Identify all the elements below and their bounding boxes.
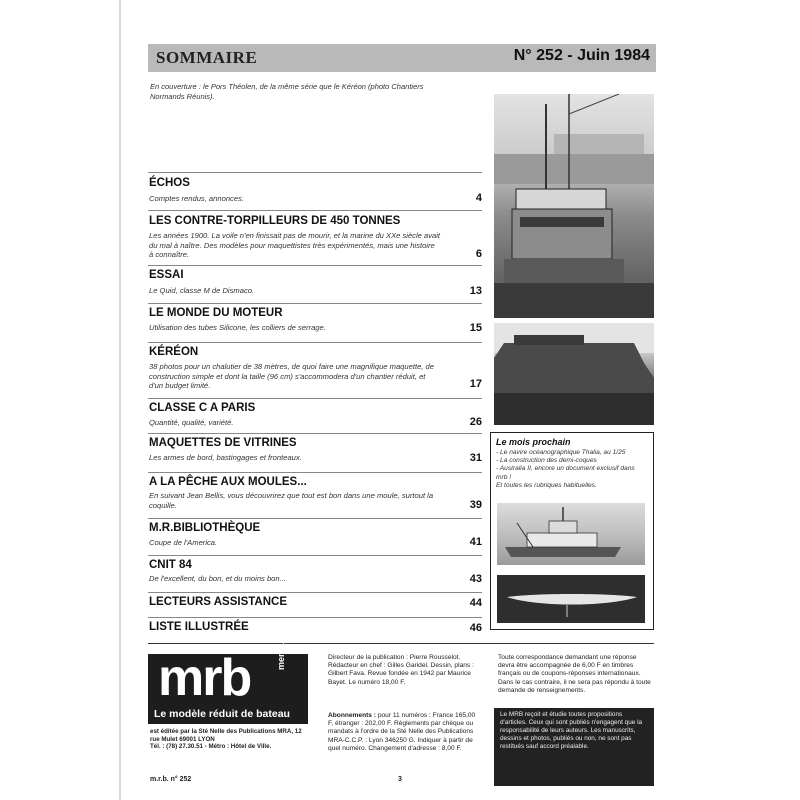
toc-page-number: 39 (469, 499, 482, 511)
toc-title: KÉRÉON (149, 346, 199, 358)
toc-page-number: 26 (469, 416, 482, 428)
divider (148, 555, 482, 556)
toc-description: En suivant Jean Bellis, vous découvrirez que tout est bon dans une moule, surtout la coquille. (149, 491, 434, 510)
toc-description: De l'excellent, du bon, et du moins bon... (149, 574, 286, 583)
divider (148, 398, 482, 399)
divider (148, 592, 482, 593)
ship-silhouette-icon (494, 94, 654, 318)
toc-title: M.R.BIBLIOTHÈQUE (149, 522, 261, 534)
half-hull-photo (497, 575, 645, 623)
footer-issue: m.r.b. n° 252 (150, 776, 192, 783)
page-number: 3 (398, 776, 402, 783)
toc-description: Les années 1900. La voile n'en finissait pas de mourir, et la marine du XXe siècle avait du mal à naître. Des modèles pour maquettistes très expérimentés, mais une histoire à connaître. (149, 231, 441, 260)
toc-title: LES CONTRE-TORPILLEURS DE 450 TONNES (149, 215, 401, 227)
header-bar (148, 44, 656, 72)
divider (148, 472, 482, 473)
correspondence-notice: Toute correspondance demandant une réponse devra être accompagnée de 6,00 F en timbres français ou de coupons-réponses internationaux. Dans le cas contraire, il ne sera pas répondu à toute demande de renseignements. (498, 654, 651, 694)
divider (148, 172, 482, 173)
credits: Directeur de la publication : Pierre Rousselot. Rédacteur en chef : Gilles Garidel. Dessin, plans : Gilbert Fava. Revue fondée en 1942 par Maurice Bayet. Le numéro 18,00 F. (328, 654, 474, 686)
divider (148, 643, 654, 644)
logo-subtitle: Le modèle réduit de bateau (154, 708, 290, 720)
toc-page-number: 6 (475, 248, 482, 260)
toc-page-number: 46 (469, 622, 482, 634)
divider (148, 303, 482, 304)
toc-title: MAQUETTES DE VITRINES (149, 437, 297, 449)
subscriptions (328, 712, 478, 753)
issue-number: N° 252 - Juin 1984 (513, 47, 650, 64)
divider (148, 433, 482, 434)
subscriptions-label: Abonnements : (328, 712, 376, 719)
submissions-notice-box (494, 708, 654, 786)
toc-title: LE MONDE DU MOTEUR (149, 307, 283, 319)
boat-icon (497, 503, 645, 565)
binding-edge (119, 0, 121, 800)
mrb-logo (148, 633, 308, 724)
divider (148, 617, 482, 618)
divider (148, 210, 482, 211)
toc-description: Utilisation des tubes Silicone, les colliers de serrage. (149, 323, 326, 332)
toc-page-number: 31 (469, 452, 482, 464)
toc-title: A LA PÊCHE AUX MOULES... (149, 476, 307, 488)
toc-description: Comptes rendus, annonces. (149, 194, 244, 203)
toc-page-number: 43 (469, 573, 482, 585)
page-title: SOMMAIRE (156, 48, 258, 67)
toc-page-number: 4 (475, 192, 482, 204)
toc-page-number: 15 (469, 322, 482, 334)
toc-title: LECTEURS ASSISTANCE (149, 596, 288, 608)
model-ship-photo (494, 323, 654, 425)
galleon-silhouette-icon (494, 323, 654, 425)
toc-title: CLASSE C A PARIS (149, 402, 256, 414)
toc-page-number: 44 (469, 597, 482, 609)
divider (148, 265, 482, 266)
divider (148, 342, 482, 343)
toc-description: Coupe de l'America. (149, 538, 218, 547)
logo-frequency: mensuel (276, 633, 286, 670)
toc-description: Quantité, qualité, variété. (149, 418, 234, 427)
research-vessel-photo (497, 503, 645, 565)
toc-title: ESSAI (149, 269, 184, 281)
publisher-info: est éditée par la Sté Nelle des Publications MRA, 12 rue Mulet 69001 LYON Tél. : (78) 27.30.51 - Métro : Hôtel de Ville. (150, 728, 302, 750)
logo-wordmark: mrb (158, 649, 251, 707)
toc-description: Le Quid, classe M de Dismaco. (149, 286, 255, 295)
next-issue-box (490, 432, 654, 630)
toc-title: ÉCHOS (149, 177, 190, 189)
next-issue-list: - Le navire océanographique Thalia, au 1/25 - La construction des demi-coques - Australia II, encore un document exclusif dans mrb ! Et toutes les rubriques habituelles. (496, 449, 635, 489)
toc-title: CNIT 84 (149, 559, 192, 571)
subscriptions-text: pour 11 numéros : France 165,00 F, étranger : 202,00 F. Règlements par chèque ou mandats à l'ordre de la Sté Nelle des Publications MRA-C.C.P. : Lyon 346250 G. Indiquer à partir de quel numéro. Changement d'adresse : 8,00 F. (328, 712, 476, 752)
next-issue-title: Le mois prochain (496, 437, 571, 447)
toc-page-number: 17 (469, 378, 482, 390)
toc-page-number: 41 (469, 536, 482, 548)
submissions-notice: Le MRB reçoit et étudie toutes propositions d'articles. Ceux qui sont publiés n'engagent que la responsabilité de leurs auteurs. Les manuscrits, dessins et photos, publiés ou non, ne sont pas restitués sauf accord préalable. (500, 711, 643, 750)
cover-note: En couverture : le Pors Théolen, de la même série que le Kéréon (photo Chantiers Normands Réunis). (150, 82, 424, 101)
toc-description: 38 photos pour un chalutier de 38 mètres, de quoi faire une magnifique maquette, de construction simple et dont la taille (96 cm) s'accommodera d'un chantier réduit, et d'un budget limité. (149, 362, 434, 391)
toc-description: Les armes de bord, bastingages et fronteaux. (149, 453, 302, 462)
toc-page-number: 13 (469, 285, 482, 297)
trawler-photo (494, 94, 654, 318)
hull-icon (497, 575, 645, 623)
toc-title: LISTE ILLUSTRÉE (149, 621, 249, 633)
divider (148, 518, 482, 519)
